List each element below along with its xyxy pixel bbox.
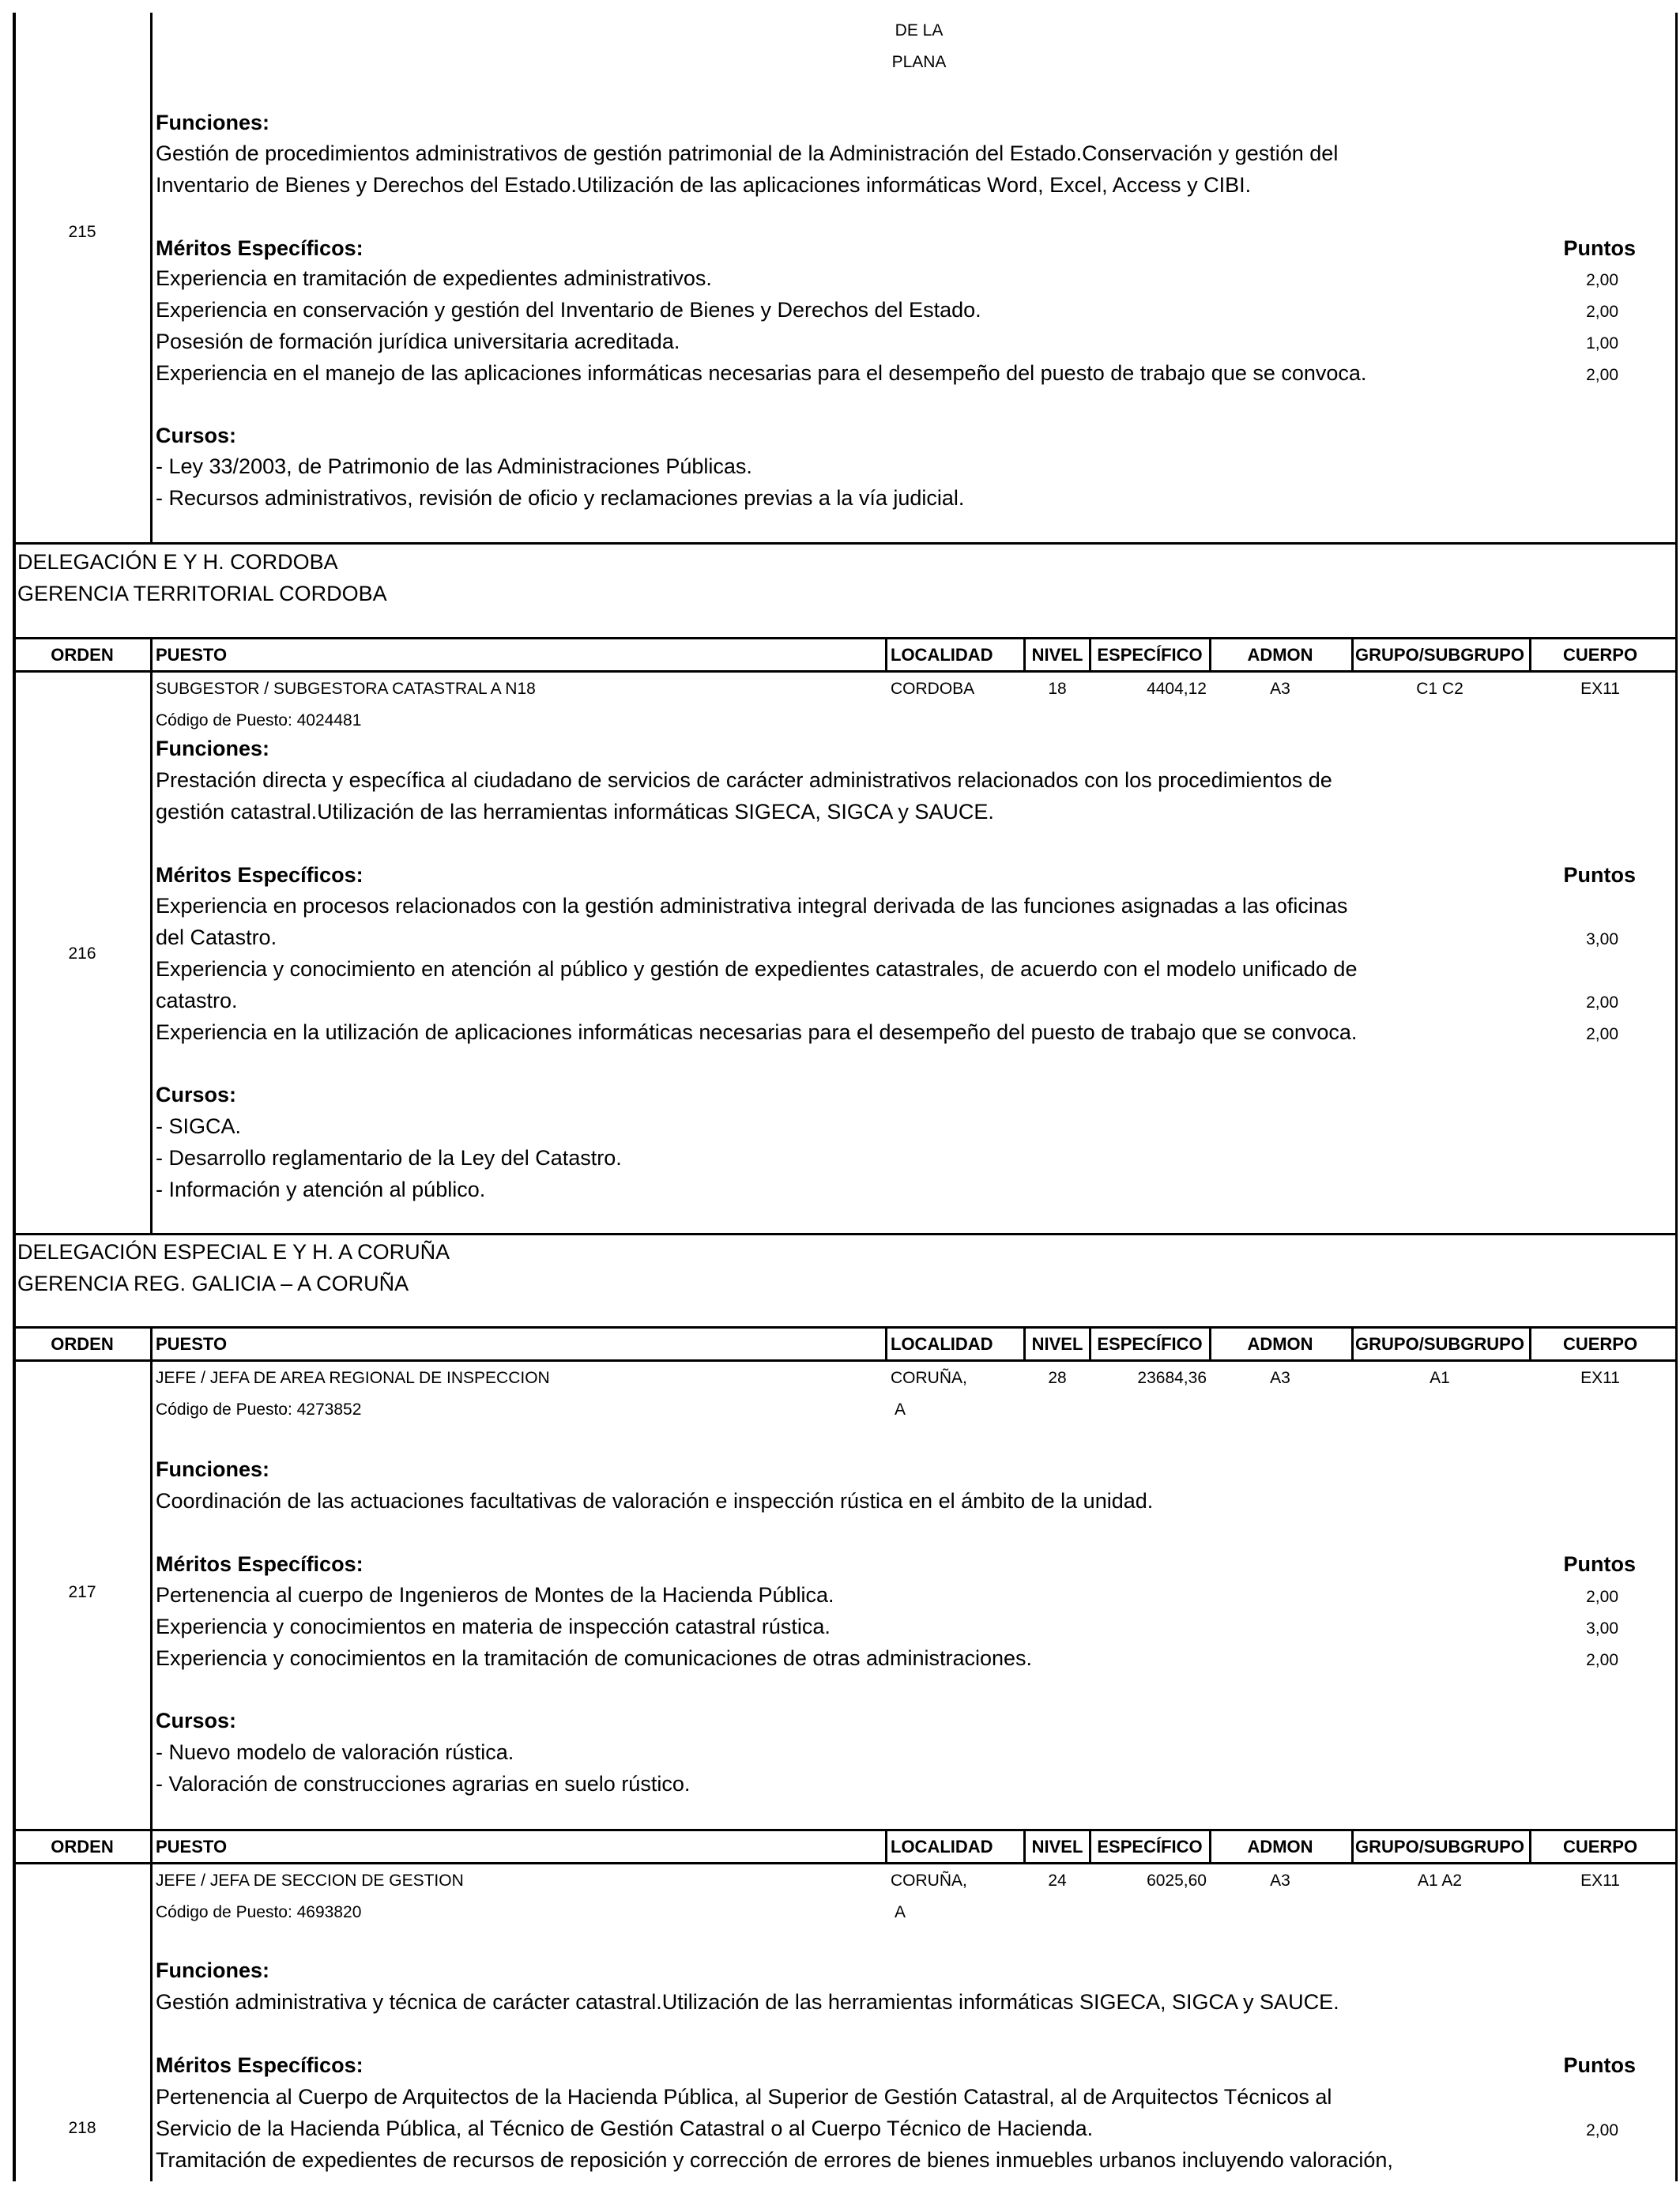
cuerpo-value: EX11 (1580, 680, 1620, 698)
header-cell-divider (1209, 637, 1211, 670)
nivel-value: 18 (1048, 680, 1067, 698)
header-cell-divider (1351, 637, 1354, 670)
cuerpo-value: EX11 (1580, 1369, 1620, 1387)
continued-text: PLANA (891, 53, 947, 71)
merito-puntos: 2,00 (1586, 993, 1618, 1012)
merito-puntos: 2,00 (1586, 271, 1618, 289)
merito-text: Tramitación de expedientes de recursos de reposición y corrección de errores de bienes inmuebles urbanos incluyendo valoración, (156, 2148, 1393, 2172)
meritos-heading: Méritos Específicos: (156, 2053, 363, 2077)
row-separator (13, 1233, 1678, 1235)
localidad-value: A (895, 1903, 906, 1921)
header-grupo: GRUPO/SUBGRUPO (1355, 645, 1524, 665)
admon-value: A3 (1270, 1369, 1290, 1387)
grupo-value: A1 (1430, 1369, 1450, 1387)
header-cell-divider (1209, 1326, 1211, 1359)
merito-text: Pertenencia al cuerpo de Ingenieros de Montes de la Hacienda Pública. (156, 1583, 834, 1607)
meritos-heading: Méritos Específicos: (156, 863, 363, 887)
header-localidad: LOCALIDAD (891, 1837, 993, 1857)
table-left-border (13, 13, 16, 2181)
table-right-border (1675, 542, 1678, 637)
header-cell-divider (1089, 1326, 1091, 1359)
merito-puntos: 2,00 (1586, 303, 1618, 321)
especifico-value: 4404,12 (1147, 680, 1207, 698)
merito-text: catastro. (156, 989, 238, 1012)
curso-item: - Valoración de construcciones agrarias en suelo rústico. (156, 1772, 691, 1796)
admon-value: A3 (1270, 1872, 1290, 1890)
grupo-value: A1 A2 (1417, 1872, 1463, 1890)
header-cell-divider (1529, 1829, 1531, 1862)
orden-value: 215 (68, 223, 96, 241)
cuerpo-value: EX11 (1580, 1872, 1620, 1890)
header-cuerpo: CUERPO (1562, 1334, 1638, 1354)
codigo-puesto: Código de Puesto: 4024481 (156, 711, 362, 729)
merito-text: Experiencia en conservación y gestión del Inventario de Bienes y Derechos del Estado. (156, 298, 981, 322)
header-puesto: PUESTO (156, 645, 228, 665)
merito-text: Experiencia y conocimientos en materia de inspección catastral rústica. (156, 1615, 831, 1638)
merito-puntos: 2,00 (1586, 1588, 1618, 1606)
orden-value: 218 (68, 2119, 96, 2137)
orden-value: 216 (68, 944, 96, 963)
header-cell-divider (1529, 637, 1531, 670)
funciones-line: Gestión administrativa y técnica de carácter catastral.Utilización de las herramientas informáticas SIGECA, SIGCA y SAUCE. (156, 1990, 1339, 2014)
cursos-heading: Cursos: (156, 1709, 237, 1732)
header-orden: ORDEN (51, 1837, 114, 1857)
section-heading: GERENCIA REG. GALICIA – A CORUÑA (17, 1272, 409, 1295)
header-cell-divider (1089, 1829, 1091, 1862)
puesto-value: JEFE / JEFA DE SECCION DE GESTION (156, 1872, 464, 1890)
header-localidad: LOCALIDAD (891, 645, 993, 665)
header-cell-divider (1529, 1326, 1531, 1359)
header-cell-divider (1023, 637, 1026, 670)
header-orden: ORDEN (51, 1334, 114, 1354)
section-heading: DELEGACIÓN E Y H. CORDOBA (17, 550, 338, 574)
localidad-value: CORUÑA, (891, 1369, 967, 1387)
merito-puntos: 3,00 (1586, 930, 1618, 948)
column-divider (150, 13, 153, 542)
header-cell-divider (885, 1829, 887, 1862)
merito-puntos: 1,00 (1586, 334, 1618, 352)
header-especifico: ESPECÍFICO (1097, 1837, 1203, 1857)
puntos-heading: Puntos (1563, 863, 1636, 887)
funciones-line: Coordinación de las actuaciones facultativas de valoración e inspección rústica en el ámbito de la unidad. (156, 1489, 1154, 1513)
header-cell-divider (1209, 1829, 1211, 1862)
merito-text: Experiencia en la utilización de aplicaciones informáticas necesarias para el desempeño del puesto de trabajo que se convoca. (156, 1020, 1358, 1044)
codigo-puesto: Código de Puesto: 4273852 (156, 1400, 362, 1419)
funciones-line: gestión catastral.Utilización de las herramientas informáticas SIGECA, SIGCA y SAUCE. (156, 800, 994, 824)
header-nivel: NIVEL (1031, 645, 1083, 665)
header-cell-divider (1089, 637, 1091, 670)
row-separator (13, 1829, 1678, 1831)
header-admon: ADMON (1247, 645, 1313, 665)
table-right-border (1675, 637, 1678, 2181)
curso-item: - Desarrollo reglamentario de la Ley del Catastro. (156, 1146, 622, 1170)
funciones-heading: Funciones: (156, 1457, 270, 1481)
merito-puntos: 2,00 (1586, 366, 1618, 384)
puesto-value: JEFE / JEFA DE AREA REGIONAL DE INSPECCION (156, 1369, 550, 1387)
curso-item: - Información y atención al público. (156, 1178, 486, 1201)
continued-text: DE LA (895, 21, 944, 40)
merito-text: del Catastro. (156, 925, 277, 949)
cursos-heading: Cursos: (156, 1083, 237, 1106)
column-divider (150, 637, 153, 1235)
especifico-value: 23684,36 (1137, 1369, 1207, 1387)
localidad-value: CORDOBA (891, 680, 975, 698)
nivel-value: 28 (1048, 1369, 1067, 1387)
header-cell-divider (885, 1326, 887, 1359)
header-cell-divider (885, 637, 887, 670)
header-orden: ORDEN (51, 645, 114, 665)
header-cuerpo: CUERPO (1562, 645, 1638, 665)
section-heading: GERENCIA TERRITORIAL CORDOBA (17, 582, 387, 605)
header-especifico: ESPECÍFICO (1097, 645, 1203, 665)
puntos-heading: Puntos (1563, 2053, 1636, 2077)
merito-text: Servicio de la Hacienda Pública, al Técnico de Gestión Catastral o al Cuerpo Técnico de Hacienda. (156, 2117, 1094, 2140)
header-especifico: ESPECÍFICO (1097, 1334, 1203, 1354)
funciones-line: Gestión de procedimientos administrativos de gestión patrimonial de la Administración del Estado.Conservación y gestión del (156, 141, 1339, 165)
row-separator (13, 542, 1678, 545)
merito-text: Pertenencia al Cuerpo de Arquitectos de la Hacienda Pública, al Superior de Gestión Catastral, al de Arquitectos Técnicos al (156, 2085, 1332, 2109)
orden-value: 217 (68, 1583, 96, 1601)
row-separator (13, 637, 1678, 639)
merito-puntos: 2,00 (1586, 1025, 1618, 1043)
row-separator (13, 1862, 1678, 1864)
meritos-heading: Méritos Específicos: (156, 1552, 363, 1576)
meritos-heading: Méritos Específicos: (156, 236, 363, 260)
puntos-heading: Puntos (1563, 236, 1636, 260)
column-divider (150, 1326, 153, 2181)
row-separator (13, 1326, 1678, 1329)
merito-text: Experiencia en procesos relacionados con la gestión administrativa integral derivada de las funciones asignadas a las oficinas (156, 894, 1348, 918)
puntos-heading: Puntos (1563, 1552, 1636, 1576)
header-admon: ADMON (1247, 1837, 1313, 1857)
curso-item: - Recursos administrativos, revisión de oficio y reclamaciones previas a la vía judicial. (156, 486, 965, 510)
curso-item: - Nuevo modelo de valoración rústica. (156, 1740, 514, 1764)
header-cell-divider (1351, 1326, 1354, 1359)
especifico-value: 6025,60 (1147, 1872, 1207, 1890)
header-cell-divider (1351, 1829, 1354, 1862)
merito-puntos: 3,00 (1586, 1619, 1618, 1638)
localidad-value: CORUÑA, (891, 1872, 967, 1890)
header-cell-divider (1023, 1326, 1026, 1359)
curso-item: - Ley 33/2003, de Patrimonio de las Administraciones Públicas. (156, 454, 752, 478)
header-puesto: PUESTO (156, 1334, 228, 1354)
merito-puntos: 2,00 (1586, 1651, 1618, 1669)
funciones-heading: Funciones: (156, 111, 270, 134)
codigo-puesto: Código de Puesto: 4693820 (156, 1903, 362, 1921)
funciones-line: Prestación directa y específica al ciudadano de servicios de carácter administrativos relacionados con los procedimientos de (156, 768, 1332, 792)
header-puesto: PUESTO (156, 1837, 228, 1857)
section-heading: DELEGACIÓN ESPECIAL E Y H. A CORUÑA (17, 1240, 450, 1264)
header-localidad: LOCALIDAD (891, 1334, 993, 1354)
merito-puntos: 2,00 (1586, 2121, 1618, 2139)
merito-text: Experiencia y conocimiento en atención al público y gestión de expedientes catastrales, de acuerdo con el modelo unificado de (156, 957, 1358, 981)
admon-value: A3 (1270, 680, 1290, 698)
header-cell-divider (1023, 1829, 1026, 1862)
funciones-heading: Funciones: (156, 1958, 270, 1982)
header-nivel: NIVEL (1031, 1334, 1083, 1354)
localidad-value: A (895, 1400, 906, 1419)
header-nivel: NIVEL (1031, 1837, 1083, 1857)
curso-item: - SIGCA. (156, 1114, 242, 1138)
merito-text: Experiencia en el manejo de las aplicaciones informáticas necesarias para el desempeño del puesto de trabajo que se convoca. (156, 361, 1367, 385)
row-separator (13, 1359, 1678, 1362)
merito-text: Experiencia y conocimientos en la tramitación de comunicaciones de otras administraciones. (156, 1646, 1033, 1670)
merito-text: Experiencia en tramitación de expedientes administrativos. (156, 266, 712, 290)
header-grupo: GRUPO/SUBGRUPO (1355, 1334, 1524, 1354)
row-separator (13, 670, 1678, 673)
grupo-value: C1 C2 (1416, 680, 1463, 698)
funciones-heading: Funciones: (156, 737, 270, 760)
puesto-value: SUBGESTOR / SUBGESTORA CATASTRAL A N18 (156, 680, 536, 698)
header-admon: ADMON (1247, 1334, 1313, 1354)
funciones-line: Inventario de Bienes y Derechos del Estado.Utilización de las aplicaciones informáticas Word, Excel, Access y CIBI. (156, 173, 1252, 197)
merito-text: Posesión de formación jurídica universitaria acreditada. (156, 330, 680, 353)
header-cuerpo: CUERPO (1562, 1837, 1638, 1857)
cursos-heading: Cursos: (156, 424, 237, 447)
table-right-border (1675, 13, 1678, 542)
header-grupo: GRUPO/SUBGRUPO (1355, 1837, 1524, 1857)
nivel-value: 24 (1048, 1872, 1067, 1890)
